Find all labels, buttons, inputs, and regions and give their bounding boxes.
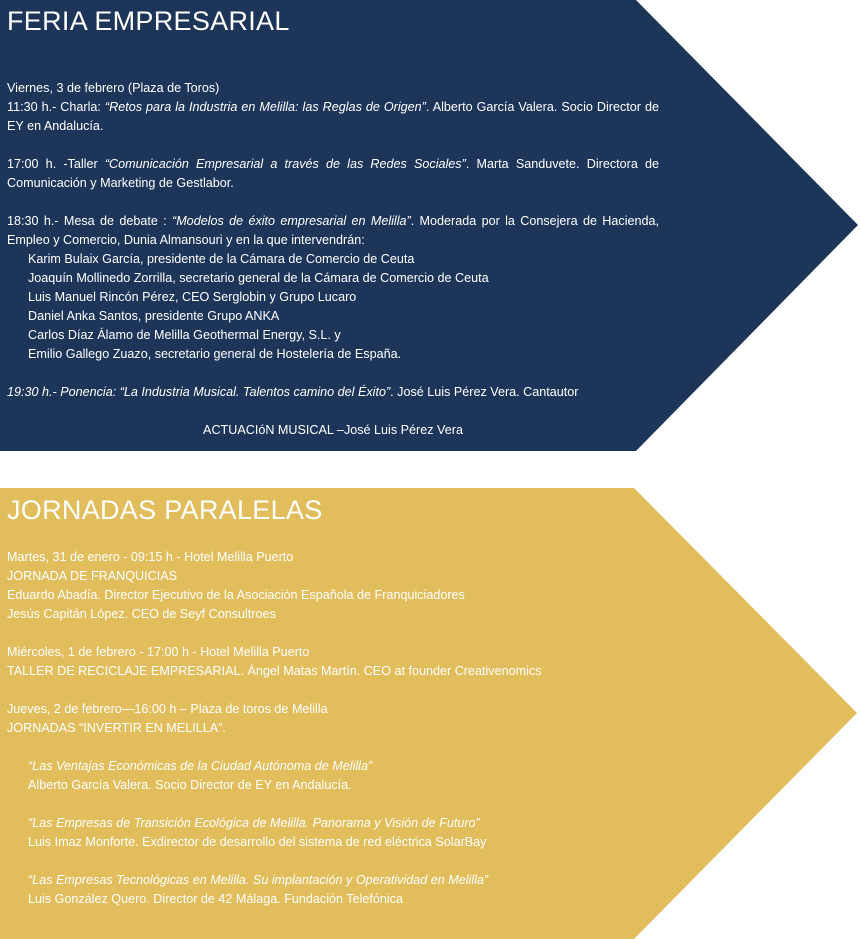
jornada-date-1: Martes, 31 de enero - 09:15 h - Hotel Melilla Puerto xyxy=(7,550,294,564)
feria-closing-actuacion: ACTUACIóN MUSICAL –José Luis Pérez Vera xyxy=(203,423,463,437)
talk-title: “Las Empresas de Transición Ecológica de Melilla. Panorama y Visión de Futuro” xyxy=(28,816,480,830)
talk-title: “Las Empresas Tecnológicas en Melilla. Su implantación y Operatividad en Melilla” xyxy=(28,873,489,887)
feria-item-charla: 11:30 h.- Charla: “Retos para la Industria en Melilla: las Reglas de Origen”. Alberto García Valera. Socio Director de EY en Andalucía. xyxy=(7,100,659,133)
panelist-item: Daniel Anka Santos, presidente Grupo ANKA xyxy=(28,309,280,323)
jornadas-title: JORNADAS PARALELAS xyxy=(7,495,323,525)
panelist-item: Karim Bulaix García, presidente de la Cámara de Comercio de Ceuta xyxy=(28,252,415,266)
panelist-item: Luis Manuel Rincón Pérez, CEO Serglobin y Grupo Lucaro xyxy=(28,290,357,304)
feria-content xyxy=(7,79,659,440)
panelist-item: Carlos Díaz Álamo de Melilla Geothermal Energy, S.L. y xyxy=(28,328,341,342)
jornada-title-3: JORNADAS “INVERTIR EN MELILLA”. xyxy=(7,721,226,735)
feria-title: FERIA EMPRESARIAL xyxy=(7,6,290,36)
feria-item-ponencia: 19:30 h.- Ponencia: “La Industria Musical. Talentos camino del Éxito”. José Luis Pérez Vera. Cantautor xyxy=(7,385,579,399)
jornada-speaker: Eduardo Abadía. Director Ejecutivo de la Asociación Española de Franquiciadores xyxy=(7,588,465,602)
feria-item-mesa-debate: 18:30 h.- Mesa de debate : “Modelos de éxito empresarial en Melilla”. Moderada por la Consejera de Hacienda, Empleo y Comercio, Dunia Almansouri y en la que intervendrán: xyxy=(7,214,660,247)
talk-speaker: Alberto García Valera. Socio Director de EY en Andalucía. xyxy=(28,778,352,792)
feria-item-taller: 17:00 h. -Taller “Comunicación Empresarial a través de las Redes Sociales”. Marta Sanduvete. Directora de Comunicación y Marketing de Gestlabor. xyxy=(7,157,659,190)
jornadas-paralelas-section xyxy=(0,488,860,939)
feria-empresarial-section xyxy=(0,0,860,451)
talk-title: “Las Ventajas Económicas de la Ciudad Autónoma de Melilla” xyxy=(28,759,373,773)
jornada-date-2: Miércoles, 1 de febrero - 17:00 h - Hotel Melilla Puerto xyxy=(7,645,310,659)
talk-speaker: Luis Imaz Monforte. Exdirector de desarrollo del sistema de red eléctrica SolarBay xyxy=(28,835,487,849)
jornadas-content xyxy=(7,548,659,909)
feria-date: Viernes, 3 de febrero (Plaza de Toros) xyxy=(7,81,220,95)
jornada-title-2: TALLER DE RECICLAJE EMPRESARIAL. Ángel Matas Martín. CEO at founder Creativenomics xyxy=(7,664,542,678)
panelist-item: Emilio Gallego Zuazo, secretario general de Hostelería de España. xyxy=(28,347,402,361)
jornada-title-1: JORNADA DE FRANQUICIAS xyxy=(7,569,178,583)
jornada-speaker: Jesús Capitán López. CEO de Seyf Consultroes xyxy=(7,607,276,621)
jornada-date-3: Jueves, 2 de febrero—16:00 h – Plaza de toros de Melilla xyxy=(7,702,328,716)
panelist-item: Joaquín Mollinedo Zorrilla, secretario general de la Cámara de Comercio de Ceuta xyxy=(28,271,489,285)
talk-speaker: Luis González Quero. Director de 42 Málaga. Fundación Telefónica xyxy=(28,892,403,906)
